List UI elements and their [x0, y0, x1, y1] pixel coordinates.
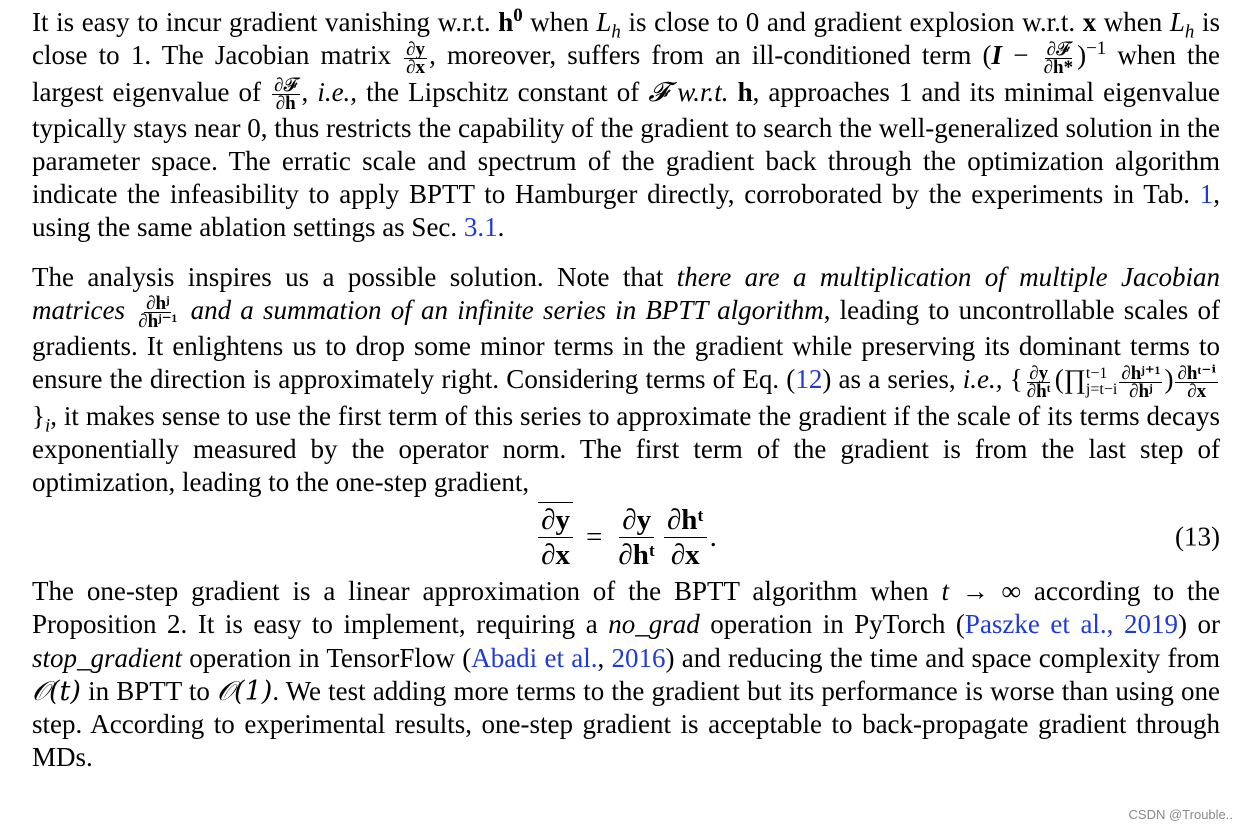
- equation-number: (13): [1175, 521, 1220, 552]
- fraction-numerator: ∂𝓕: [1046, 38, 1071, 60]
- table-reference-link[interactable]: 1: [1199, 179, 1214, 210]
- math-identity: I: [991, 40, 1003, 71]
- equation-13: [32, 499, 1220, 575]
- math-F: 𝓕: [648, 76, 669, 108]
- text-run: , approaches 1 and its minimal eigenvalue typically stays near 0, thus restricts the capability of the gradient to search the well-generalized solution in the parameter space. The erratic scale and spectrum of the gradient back through the optimization algorithm indicate the infeasibility to apply BPTT to Hamburger directly, corroborated by the experiments in Tab.: [32, 76, 1221, 210]
- fraction-denominator: ∂x: [1187, 380, 1207, 402]
- text-run: ,: [301, 76, 318, 107]
- series-term-1: [1025, 362, 1053, 402]
- text-italic: there are a multiplication of multiple Jacobian matrices: [32, 261, 1220, 325]
- jacobian-chain-fraction: [136, 293, 179, 333]
- jacobian-fraction: [404, 38, 427, 78]
- text-italic: and a summation of an infinite series in BPTT algorithm: [181, 294, 824, 325]
- equation-reference-link[interactable]: 12: [795, 364, 823, 395]
- fraction-denominator: ∂hᵗ: [618, 538, 655, 571]
- fraction-numerator: ∂𝓕: [274, 74, 298, 96]
- product-upper-limit: t−1: [1085, 365, 1108, 383]
- math-superscript: 0: [513, 5, 523, 26]
- equation-lhs: [538, 502, 573, 572]
- fraction-numerator: ∂hʲ⁺¹: [1121, 362, 1161, 384]
- equation-equals: =: [586, 520, 603, 553]
- text-run: . We test adding more terms to the gradient but its performance is worse than using one step. According to experimental results, one-step gradient is acceptable to back-propagate gradient through MDs.: [32, 675, 1220, 773]
- math-subscript: h: [1184, 21, 1195, 43]
- text-run: when: [1096, 7, 1170, 37]
- fraction-denominator: ∂hᵗ: [1026, 380, 1051, 402]
- fraction-denominator: ∂hʲ: [1129, 380, 1153, 402]
- text-run: ) as a series,: [822, 364, 963, 395]
- product-limits: [1086, 366, 1117, 398]
- text-run: , using the same ablation settings as Sec.: [32, 179, 1220, 243]
- fraction-denominator: ∂h: [275, 92, 296, 114]
- math-subscript: h: [611, 21, 621, 43]
- math-symbol: L: [1169, 7, 1185, 37]
- text-run: The analysis inspires us a possible solution. Note that: [32, 261, 677, 292]
- text-run: operation in TensorFlow (: [182, 642, 472, 673]
- product-lower-limit: j=t−i: [1085, 381, 1118, 399]
- fraction-numerator: ∂y: [619, 503, 654, 538]
- citation-abadi-link[interactable]: Abadi et al.: [471, 642, 598, 673]
- text-run: , leading to uncontrollable scales of gradients. It enlightens us to drop some minor terms in the gradient while preserving its dominant terms to ensure the direction is approximately right. Considering terms of Eq. (: [32, 294, 1220, 395]
- math-x: x: [1082, 7, 1097, 37]
- text-italic: w.r.t.: [668, 76, 738, 107]
- text-run: , it makes sense to use the first term of this series to approximate the gradient if the scale of its terms decays exponentially measured by the operator norm. The first term of the gradient is from the last step of optimization, leading to the one-step gradient,: [32, 400, 1220, 498]
- equation-rhs-factor-2: [664, 503, 707, 572]
- math-paren: ): [1164, 364, 1174, 395]
- series-term-3: [1175, 362, 1218, 402]
- math-stop-gradient: stop_gradient: [32, 642, 183, 673]
- fraction-denominator: ∂x: [670, 538, 700, 571]
- equation-rhs-factor-1: [615, 503, 658, 572]
- math-brace: }: [32, 400, 45, 431]
- text-italic: i.e.,: [962, 364, 1003, 395]
- fraction-numerator: ∂hʲ: [146, 293, 170, 315]
- math-product: (∏: [1054, 364, 1086, 395]
- fraction-numerator: ∂y: [1029, 362, 1049, 384]
- math-big-o-t: 𝒪(t): [32, 675, 81, 707]
- section-reference-link[interactable]: 3.1: [463, 212, 498, 243]
- text-run: when: [522, 7, 597, 37]
- fraction-numerator: ∂y: [538, 502, 573, 538]
- math-brace: {: [1002, 364, 1023, 395]
- fraction-numerator: ∂hᵗ⁻ⁱ: [1177, 362, 1216, 384]
- citation-abadi-year-link[interactable]: 2016: [611, 642, 666, 673]
- math-h: h: [737, 76, 753, 107]
- math-superscript: −1: [1086, 38, 1107, 60]
- fraction-denominator: ∂h*: [1043, 56, 1074, 78]
- text-italic: i.e.,: [317, 76, 358, 107]
- math-subscript: i: [44, 415, 51, 436]
- paragraph-solution: [32, 261, 1220, 500]
- ill-conditioned-fraction: [1042, 38, 1075, 78]
- citation-paszke-link[interactable]: Paszke et al., 2019: [964, 609, 1178, 640]
- fraction-denominator: ∂hʲ⁻¹: [138, 311, 178, 333]
- math-h0: [498, 7, 522, 37]
- paragraph-gradient-analysis: [32, 6, 1220, 245]
- math-symbol: L: [596, 7, 612, 37]
- math-big-o-1: 𝒪(1): [217, 675, 273, 707]
- text-run: The one-step gradient is a linear approximation of the BPTT algorithm when: [32, 576, 942, 607]
- math-no-grad: no_grad: [608, 609, 700, 640]
- csdn-watermark: CSDN @Trouble..: [1128, 807, 1233, 822]
- math-Lh: [596, 7, 621, 43]
- math-symbol: h: [498, 7, 514, 37]
- text-run: according to the Proposition 2. It is easy to implement, requiring a: [32, 576, 1221, 640]
- fraction-numerator: ∂hᵗ: [664, 503, 707, 538]
- math-Lh: [1169, 7, 1195, 43]
- math-t-infinity: t → ∞: [941, 576, 1022, 607]
- text-run: It is easy to incur gradient vanishing w.r.t.: [32, 7, 499, 37]
- fraction-denominator: ∂x: [406, 56, 426, 78]
- eigen-fraction: [272, 74, 299, 114]
- text-run: in BPTT to: [80, 675, 218, 706]
- text-run: ,: [597, 642, 612, 673]
- text-run: the Lipschitz constant of: [357, 76, 649, 107]
- text-run: ) and reducing the time and space complexity from: [665, 642, 1221, 673]
- text-run: operation in PyTorch (: [699, 609, 965, 640]
- math-paren: ): [1077, 40, 1087, 71]
- text-run: is close to 0 and gradient explosion w.r.t.: [620, 7, 1083, 37]
- text-run: is close to 1. The Jacobian matrix: [32, 7, 1220, 71]
- paper-excerpt: [32, 6, 1220, 774]
- fraction-denominator: ∂x: [541, 539, 570, 572]
- fraction-numerator: ∂y: [406, 38, 426, 60]
- math-operator: −: [1002, 40, 1040, 71]
- text-run: , moreover, suffers from an ill-conditioned term (: [429, 40, 992, 71]
- text-run: .: [497, 212, 505, 243]
- text-run: when the largest eigenvalue of: [32, 40, 1220, 107]
- series-term-2: [1119, 362, 1162, 402]
- text-run: ) or: [1177, 609, 1220, 640]
- paragraph-one-step-gradient: [32, 575, 1220, 774]
- equation-period: .: [709, 520, 717, 553]
